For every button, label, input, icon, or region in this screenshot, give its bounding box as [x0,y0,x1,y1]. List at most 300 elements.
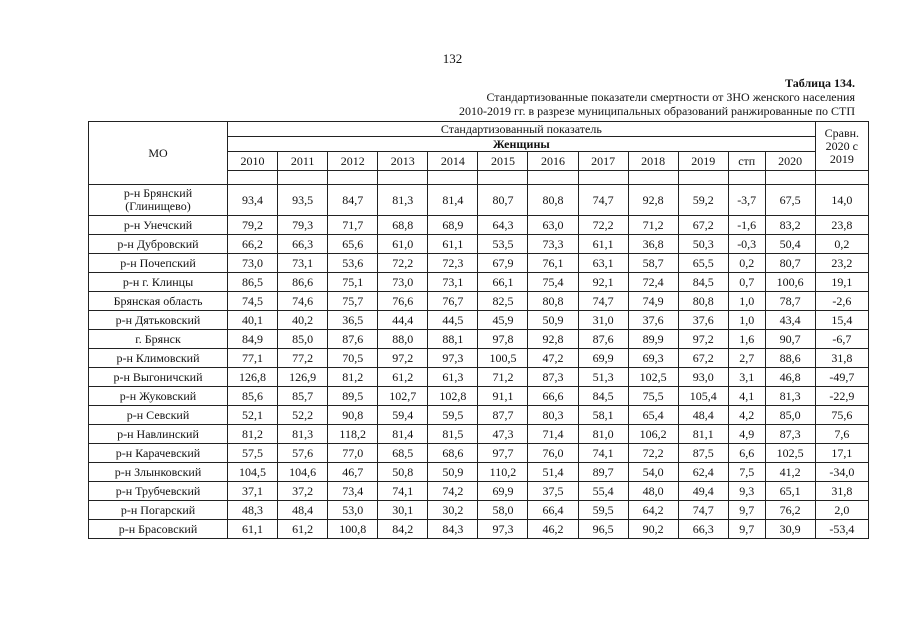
table-cell: 53,5 [478,235,528,254]
header-blank-cell [378,171,428,185]
table-cell: 14,0 [815,185,868,216]
table-cell: 61,2 [378,368,428,387]
table-row [89,406,869,425]
table-cell: 17,1 [815,444,868,463]
table-cell: -3,7 [728,185,765,216]
header-mo: МО [89,122,228,185]
table-row [89,185,869,216]
table-row [89,235,869,254]
table-row [89,520,869,539]
table-cell: 1,0 [728,292,765,311]
table-cell: 43,4 [765,311,815,330]
table-cell: 105,4 [678,387,728,406]
table-row [89,216,869,235]
table-cell: 0,7 [728,273,765,292]
table-cell: 41,2 [765,463,815,482]
table-cell: 81,2 [228,425,278,444]
table-cell: 61,1 [428,235,478,254]
table-cell: 61,2 [278,520,328,539]
table-cell: 73,3 [528,235,578,254]
table-cell: 36,5 [328,311,378,330]
table-cell: 92,8 [628,185,678,216]
table-cell: 58,1 [578,406,628,425]
header-blank-cell [728,171,765,185]
table-cell: 84,9 [228,330,278,349]
table-cell: 46,7 [328,463,378,482]
table-cell: 85,6 [228,387,278,406]
table-cell: 89,9 [628,330,678,349]
table-cell: 65,1 [765,482,815,501]
table-cell: 4,9 [728,425,765,444]
table-cell: 76,1 [528,254,578,273]
header-year-0: 2010 [228,152,278,171]
table-cell: 82,5 [478,292,528,311]
header-blank-cell [328,171,378,185]
header-blank-cell [228,171,278,185]
table-cell: 30,9 [765,520,815,539]
row-mo-label: р-н Выгоничский [89,368,228,387]
table-cell: 87,6 [578,330,628,349]
table-cell: 50,4 [765,235,815,254]
table-cell: 104,6 [278,463,328,482]
header-blank-cell [478,171,528,185]
header-year-6: 2016 [528,152,578,171]
table-cell: 58,7 [628,254,678,273]
table-cell: 48,0 [628,482,678,501]
table-cell: 67,2 [678,349,728,368]
table-cell: 96,5 [578,520,628,539]
table-row [89,463,869,482]
header-blank-cell [678,171,728,185]
table-cell: 23,8 [815,216,868,235]
table-cell: 36,8 [628,235,678,254]
table-cell: 81,4 [428,185,478,216]
table-cell: 118,2 [328,425,378,444]
row-mo-label: р-н Дубровский [89,235,228,254]
table-cell: 30,2 [428,501,478,520]
table-cell: 93,0 [678,368,728,387]
table-cell: 71,2 [478,368,528,387]
table-cell: 66,3 [278,235,328,254]
table-cell: 75,5 [628,387,678,406]
table-cell: 88,1 [428,330,478,349]
table-cell: 74,5 [228,292,278,311]
table-cell: 59,2 [678,185,728,216]
table-cell: 31,8 [815,482,868,501]
header-blank-cell [815,171,868,185]
header-group: Стандартизованный показатель [228,122,816,137]
table-cell: 72,2 [578,216,628,235]
table-cell: -49,7 [815,368,868,387]
table-cell: 37,2 [278,482,328,501]
row-mo-label: р-н Трубчевский [89,482,228,501]
table-cell: 65,5 [678,254,728,273]
table-cell: 47,2 [528,349,578,368]
table-cell: 71,7 [328,216,378,235]
table-cell: 68,9 [428,216,478,235]
table-cell: 102,7 [378,387,428,406]
table-cell: 51,3 [578,368,628,387]
row-mo-label: р-н Климовский [89,349,228,368]
table-cell: 74,7 [578,292,628,311]
table-cell: 44,5 [428,311,478,330]
table-cell: 67,5 [765,185,815,216]
table-cell: 0,2 [815,235,868,254]
table-cell: 100,8 [328,520,378,539]
table-cell: 37,1 [228,482,278,501]
table-cell: 80,3 [528,406,578,425]
table-cell: 81,2 [328,368,378,387]
table-cell: 93,5 [278,185,328,216]
table-cell: 23,2 [815,254,868,273]
header-sex: Женщины [228,137,816,152]
table-cell: 90,7 [765,330,815,349]
table-cell: 76,6 [378,292,428,311]
table-cell: 92,1 [578,273,628,292]
table-cell: 40,2 [278,311,328,330]
table-cell: 102,8 [428,387,478,406]
table-cell: 48,3 [228,501,278,520]
table-cell: 65,6 [328,235,378,254]
table-row [89,425,869,444]
table-cell: 89,5 [328,387,378,406]
table-cell: 9,7 [728,520,765,539]
table-cell: 2,0 [815,501,868,520]
table-cell: 75,6 [815,406,868,425]
table-cell: 71,4 [528,425,578,444]
table-cell: 77,1 [228,349,278,368]
table-cell: -0,3 [728,235,765,254]
table-cell: 59,5 [578,501,628,520]
table-row [89,482,869,501]
table-cell: 48,4 [678,406,728,425]
table-cell: 63,0 [528,216,578,235]
table-cell: 75,7 [328,292,378,311]
table-cell: 66,4 [528,501,578,520]
header-blank-cell [428,171,478,185]
table-cell: 85,0 [278,330,328,349]
table-cell: 110,2 [478,463,528,482]
header-blank-cell [578,171,628,185]
table-cell: 61,3 [428,368,478,387]
table-cell: 87,5 [678,444,728,463]
row-mo-label: р-н Злынковский [89,463,228,482]
table-cell: 66,6 [528,387,578,406]
table-cell: 30,1 [378,501,428,520]
table-cell: 80,7 [478,185,528,216]
table-cell: 68,5 [378,444,428,463]
table-cell: 37,6 [628,311,678,330]
table-cell: 0,2 [728,254,765,273]
table-cell: 74,2 [428,482,478,501]
table-cell: 74,6 [278,292,328,311]
row-mo-label: р-н Почепский [89,254,228,273]
table-cell: 83,2 [765,216,815,235]
table-cell: 7,6 [815,425,868,444]
table-cell: 102,5 [765,444,815,463]
table-cell: 86,5 [228,273,278,292]
table-row [89,273,869,292]
row-mo-label: р-н Дятьковский [89,311,228,330]
header-year-7: 2017 [578,152,628,171]
table-cell: 65,4 [628,406,678,425]
table-title-line-2: 2010-2019 гг. в разрезе муниципальных образований ранжированные по СТП [459,104,855,118]
mortality-table [88,121,869,539]
table-cell: 2,7 [728,349,765,368]
table-row [89,330,869,349]
header-year-4: 2014 [428,152,478,171]
table-cell: 59,4 [378,406,428,425]
table-cell: -22,9 [815,387,868,406]
table-cell: 97,7 [478,444,528,463]
table-cell: 100,6 [765,273,815,292]
table-cell: 50,9 [428,463,478,482]
row-mo-label: р-н Брянский (Глинищево) [89,185,228,216]
table-cell: 57,5 [228,444,278,463]
table-cell: 73,0 [228,254,278,273]
page-number: 132 [442,51,463,66]
table-cell: 85,0 [765,406,815,425]
table-cell: 81,3 [378,185,428,216]
table-row [89,444,869,463]
table-cell: 69,9 [478,482,528,501]
table-cell: 73,1 [278,254,328,273]
table-cell: 100,5 [478,349,528,368]
table-cell: 81,0 [578,425,628,444]
table-cell: 87,3 [765,425,815,444]
table-cell: 72,4 [628,273,678,292]
row-mo-label: р-н Навлинский [89,425,228,444]
table-cell: 79,3 [278,216,328,235]
table-cell: 80,8 [678,292,728,311]
table-cell: -53,4 [815,520,868,539]
table-cell: 78,7 [765,292,815,311]
table-cell: 64,3 [478,216,528,235]
table-cell: 87,7 [478,406,528,425]
table-cell: 84,2 [378,520,428,539]
table-cell: 97,2 [678,330,728,349]
table-cell: 97,3 [428,349,478,368]
table-cell: 97,8 [478,330,528,349]
header-year-5: 2015 [478,152,528,171]
table-cell: 1,0 [728,311,765,330]
table-cell: 77,2 [278,349,328,368]
row-mo-label: р-н Унечский [89,216,228,235]
table-cell: -34,0 [815,463,868,482]
table-cell: 71,2 [628,216,678,235]
table-cell: 61,0 [378,235,428,254]
table-cell: 68,8 [378,216,428,235]
header-year-9: 2019 [678,152,728,171]
table-row [89,349,869,368]
table-cell: 66,2 [228,235,278,254]
table-cell: 81,1 [678,425,728,444]
table-cell: 67,9 [478,254,528,273]
table-cell: 3,1 [728,368,765,387]
header-blank-cell [528,171,578,185]
table-number: Таблица 134. [785,76,855,90]
table-row [89,311,869,330]
table-cell: 97,3 [478,520,528,539]
table-cell: 1,6 [728,330,765,349]
header-compare: Сравн. 2020 с 2019 [815,122,868,171]
row-mo-label: р-н Карачевский [89,444,228,463]
table-cell: 104,5 [228,463,278,482]
table-cell: 106,2 [628,425,678,444]
table-cell: 66,3 [678,520,728,539]
table-cell: 46,2 [528,520,578,539]
table-cell: 59,5 [428,406,478,425]
table-cell: 62,4 [678,463,728,482]
table-cell: 126,8 [228,368,278,387]
row-mo-label: р-н г. Клинцы [89,273,228,292]
table-cell: 81,3 [765,387,815,406]
table-cell: 74,9 [628,292,678,311]
table-body [89,185,869,539]
table-cell: 126,9 [278,368,328,387]
table-cell: 74,1 [578,444,628,463]
header-year-3: 2013 [378,152,428,171]
table-cell: 76,7 [428,292,478,311]
table-row [89,254,869,273]
table-cell: -6,7 [815,330,868,349]
table-cell: 63,1 [578,254,628,273]
row-mo-label: р-н Брасовский [89,520,228,539]
table-cell: 87,6 [328,330,378,349]
table-cell: 9,3 [728,482,765,501]
row-mo-label: р-н Севский [89,406,228,425]
table-cell: 69,3 [628,349,678,368]
table-cell: 87,3 [528,368,578,387]
table-cell: 7,5 [728,463,765,482]
table-cell: 40,1 [228,311,278,330]
table-cell: 4,1 [728,387,765,406]
header-year-10: стп [728,152,765,171]
table-cell: 55,4 [578,482,628,501]
table-cell: 67,2 [678,216,728,235]
header-year-11: 2020 [765,152,815,171]
table-cell: 73,0 [378,273,428,292]
table-cell: 84,5 [578,387,628,406]
table-cell: 70,5 [328,349,378,368]
table-cell: 61,1 [578,235,628,254]
table-cell: 90,8 [328,406,378,425]
table-cell: 68,6 [428,444,478,463]
table-cell: 74,7 [578,185,628,216]
table-row [89,368,869,387]
table-cell: 81,4 [378,425,428,444]
table-cell: 88,0 [378,330,428,349]
table-cell: 44,4 [378,311,428,330]
table-cell: 72,3 [428,254,478,273]
table-cell: 6,6 [728,444,765,463]
header-year-1: 2011 [278,152,328,171]
table-cell: 74,7 [678,501,728,520]
table-cell: 15,4 [815,311,868,330]
table-cell: 102,5 [628,368,678,387]
table-cell: 47,3 [478,425,528,444]
table-cell: 79,2 [228,216,278,235]
table-row [89,501,869,520]
table-cell: 74,1 [378,482,428,501]
table-cell: -2,6 [815,292,868,311]
table-cell: 85,7 [278,387,328,406]
table-cell: 75,4 [528,273,578,292]
table-cell: 50,3 [678,235,728,254]
table-cell: 80,8 [528,292,578,311]
table-cell: 9,7 [728,501,765,520]
table-cell: 48,4 [278,501,328,520]
table-cell: 73,1 [428,273,478,292]
table-cell: 84,3 [428,520,478,539]
table-cell: 53,6 [328,254,378,273]
table-cell: 52,1 [228,406,278,425]
table-cell: 50,8 [378,463,428,482]
table-cell: 58,0 [478,501,528,520]
table-cell: 51,4 [528,463,578,482]
table-cell: 97,2 [378,349,428,368]
table-cell: 49,4 [678,482,728,501]
table-cell: 37,6 [678,311,728,330]
header-blank-cell [628,171,678,185]
table-cell: 88,6 [765,349,815,368]
table-cell: 72,2 [628,444,678,463]
table-cell: 61,1 [228,520,278,539]
header-year-8: 2018 [628,152,678,171]
table-cell: 37,5 [528,482,578,501]
table-cell: 93,4 [228,185,278,216]
table-cell: 53,0 [328,501,378,520]
row-mo-label: р-н Жуковский [89,387,228,406]
table-cell: 84,5 [678,273,728,292]
table-cell: 54,0 [628,463,678,482]
table-cell: 57,6 [278,444,328,463]
table-cell: 90,2 [628,520,678,539]
table-cell: 31,8 [815,349,868,368]
table-cell: 92,8 [528,330,578,349]
table-cell: 66,1 [478,273,528,292]
table-cell: 31,0 [578,311,628,330]
table-cell: 80,8 [528,185,578,216]
table-cell: 89,7 [578,463,628,482]
table-cell: 46,8 [765,368,815,387]
table-cell: 81,5 [428,425,478,444]
table-cell: 76,0 [528,444,578,463]
row-mo-label: г. Брянск [89,330,228,349]
table-caption [459,76,855,118]
table-cell: 91,1 [478,387,528,406]
table-cell: -1,6 [728,216,765,235]
table-title-line-1: Стандартизованные показатели смертности от ЗНО женского населения [486,90,855,104]
table-cell: 84,7 [328,185,378,216]
table-cell: 19,1 [815,273,868,292]
table-cell: 69,9 [578,349,628,368]
header-blank-cell [278,171,328,185]
table-cell: 73,4 [328,482,378,501]
table-row [89,387,869,406]
table-cell: 72,2 [378,254,428,273]
table-cell: 50,9 [528,311,578,330]
header-blank-cell [765,171,815,185]
row-mo-label: Брянская область [89,292,228,311]
table-row [89,292,869,311]
table-cell: 75,1 [328,273,378,292]
table-cell: 80,7 [765,254,815,273]
table-cell: 64,2 [628,501,678,520]
table-cell: 81,3 [278,425,328,444]
header-year-2: 2012 [328,152,378,171]
table-cell: 77,0 [328,444,378,463]
